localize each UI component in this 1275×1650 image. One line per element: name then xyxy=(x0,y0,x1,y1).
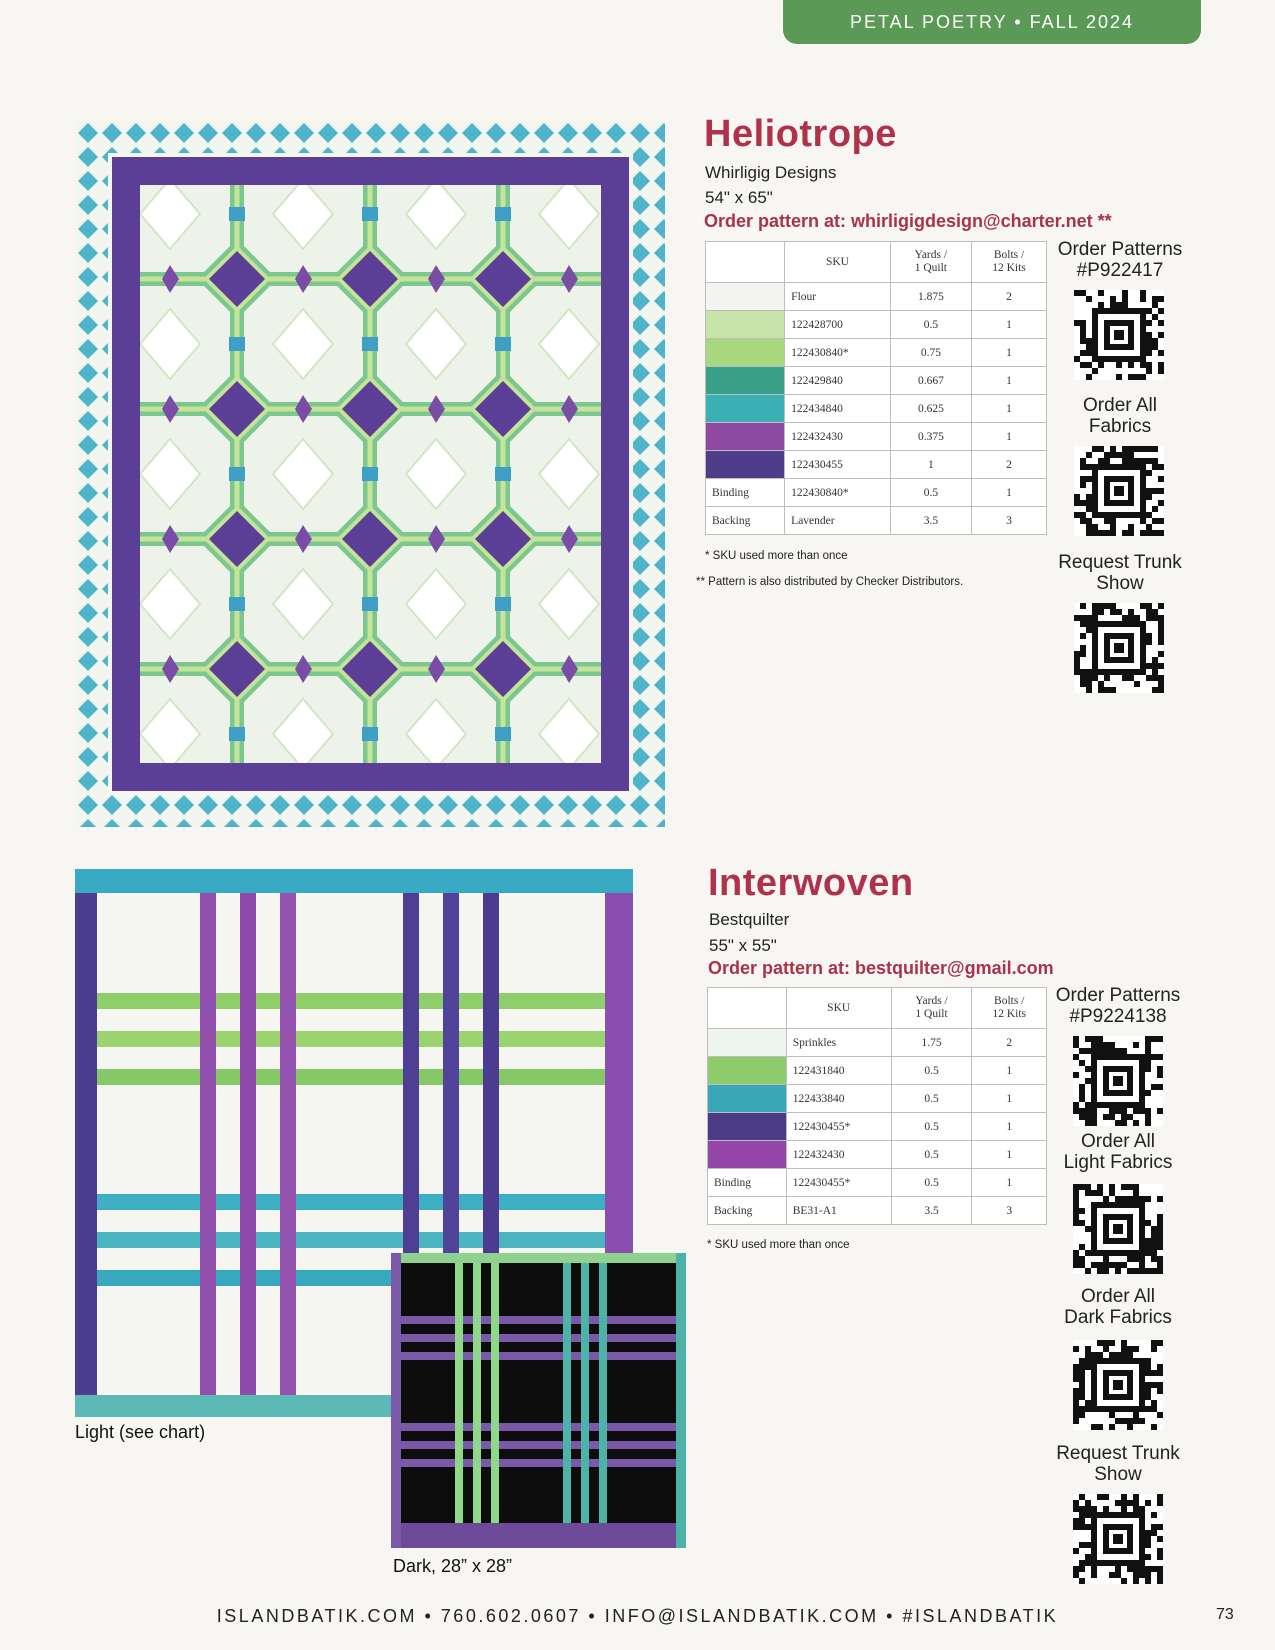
sku-cell: Flour xyxy=(785,283,891,311)
interwoven-qr-order-patterns-label xyxy=(1048,985,1188,1027)
bolts-header-line1: Bolts / xyxy=(993,249,1025,261)
yards-header xyxy=(890,242,971,283)
bolts-cell: 1 xyxy=(972,1113,1047,1141)
yards-cell: 0.375 xyxy=(890,423,971,451)
qr-label-line2: Show xyxy=(1094,1464,1142,1485)
yards-cell: 0.5 xyxy=(890,311,971,339)
sku-cell: 122430455 xyxy=(785,451,891,479)
interwoven-footnote-sku: * SKU used more than once xyxy=(707,1239,850,1251)
table-row xyxy=(706,367,1047,395)
sku-cell: 122430840* xyxy=(785,339,891,367)
bolts-cell: 1 xyxy=(972,479,1047,507)
row-label: Binding xyxy=(706,479,785,507)
sku-cell: 122434840 xyxy=(785,395,891,423)
interwoven-light-caption: Light (see chart) xyxy=(75,1422,206,1442)
yards-cell: 1 xyxy=(890,451,971,479)
qr-label-line2: Fabrics xyxy=(1088,416,1152,437)
heliotrope-designer: Whirligig Designs xyxy=(705,163,837,182)
bolts-cell: 1 xyxy=(972,1141,1047,1169)
table-row xyxy=(706,451,1047,479)
yards-cell: 0.5 xyxy=(891,1141,972,1169)
table-header-row xyxy=(708,988,1047,1029)
heliotrope-qr-order-fabrics-label xyxy=(1050,395,1190,437)
table-row xyxy=(708,1029,1047,1057)
yards-header-line1: Yards / xyxy=(914,249,948,261)
sku-cell: 122430455* xyxy=(786,1113,891,1141)
fabric-swatch xyxy=(706,423,785,451)
heliotrope-size: 54" x 65" xyxy=(705,188,773,207)
table-row xyxy=(708,1169,1047,1197)
interwoven-qr-dark-fabrics-label xyxy=(1048,1286,1188,1328)
bolts-cell: 1 xyxy=(972,339,1047,367)
qr-label-line2: Show xyxy=(1096,573,1144,594)
yards-cell: 0.625 xyxy=(890,395,971,423)
yards-cell: 0.5 xyxy=(891,1057,972,1085)
fabric-swatch xyxy=(708,1113,787,1141)
fabric-swatch xyxy=(706,367,785,395)
yards-header-line2: 1 Quilt xyxy=(915,1008,948,1020)
interwoven-qr-light-fabrics-label xyxy=(1048,1131,1188,1173)
swatch-header xyxy=(706,242,785,283)
qr-label-line2: #P9224138 xyxy=(1069,1006,1167,1027)
interwoven-order-link[interactable]: Order pattern at: bestquilter@gmail.com xyxy=(708,958,1054,978)
row-label: Backing xyxy=(708,1197,787,1225)
bolts-header-line2: 12 Kits xyxy=(992,1008,1026,1020)
yards-cell: 0.5 xyxy=(891,1169,972,1197)
table-row xyxy=(706,479,1047,507)
yards-cell: 3.5 xyxy=(891,1197,972,1225)
qr-label-line2: Dark Fabrics xyxy=(1064,1307,1172,1328)
sku-cell: 122431840 xyxy=(786,1057,891,1085)
interwoven-designer: Bestquilter xyxy=(709,910,790,929)
fabric-swatch xyxy=(708,1141,787,1169)
row-label: Binding xyxy=(708,1169,787,1197)
yards-cell: 0.667 xyxy=(890,367,971,395)
table-row xyxy=(706,507,1047,535)
sku-cell: 122433840 xyxy=(786,1085,891,1113)
yards-header-line2: 1 Quilt xyxy=(914,262,947,274)
sku-cell: 122429840 xyxy=(785,367,891,395)
sku-cell: BE31-A1 xyxy=(786,1197,891,1225)
heliotrope-qr-trunk-show-label xyxy=(1050,552,1190,594)
fabric-swatch xyxy=(706,283,785,311)
heliotrope-footnote-sku: * SKU used more than once xyxy=(705,550,848,562)
table-row xyxy=(706,339,1047,367)
sku-cell: 122432430 xyxy=(786,1141,891,1169)
yards-cell: 0.5 xyxy=(891,1085,972,1113)
interwoven-qr-trunk-show-label xyxy=(1048,1443,1188,1485)
heliotrope-fabric-table xyxy=(705,241,1047,535)
bolts-cell: 3 xyxy=(972,1197,1047,1225)
heliotrope-order-link[interactable]: Order pattern at: whirligigdesign@charter.net ** xyxy=(704,211,1112,231)
interwoven-qr-dark-fabrics-icon[interactable] xyxy=(1073,1340,1163,1430)
bolts-cell: 1 xyxy=(972,311,1047,339)
table-row xyxy=(708,1113,1047,1141)
table-row xyxy=(708,1141,1047,1169)
yards-cell: 0.5 xyxy=(890,479,971,507)
bolts-cell: 3 xyxy=(972,507,1047,535)
heliotrope-title: Heliotrope xyxy=(704,113,897,155)
table-row xyxy=(708,1085,1047,1113)
sku-cell: Sprinkles xyxy=(786,1029,891,1057)
interwoven-fabric-table xyxy=(707,987,1047,1225)
interwoven-qr-order-patterns-icon[interactable] xyxy=(1073,1036,1163,1126)
heliotrope-qr-order-fabrics-icon[interactable] xyxy=(1074,446,1164,536)
fabric-swatch xyxy=(708,1029,787,1057)
sku-cell: 122432430 xyxy=(785,423,891,451)
sku-cell: 122430455* xyxy=(786,1169,891,1197)
yards-header-line1: Yards / xyxy=(915,995,948,1007)
qr-label-line1: Order All xyxy=(1083,395,1157,416)
swatch-header xyxy=(708,988,787,1029)
bolts-cell: 2 xyxy=(972,283,1047,311)
qr-label-line1: Order All xyxy=(1081,1131,1155,1152)
sku-header: SKU xyxy=(785,242,891,283)
bolts-cell: 1 xyxy=(972,1169,1047,1197)
table-row xyxy=(708,1197,1047,1225)
interwoven-qr-light-fabrics-icon[interactable] xyxy=(1073,1184,1163,1274)
yards-cell: 0.5 xyxy=(891,1113,972,1141)
interwoven-dark-quilt-image xyxy=(391,1253,686,1548)
heliotrope-qr-trunk-show-icon[interactable] xyxy=(1074,603,1164,693)
interwoven-size: 55" x 55" xyxy=(709,936,777,955)
interwoven-dark-caption: Dark, 28” x 28” xyxy=(393,1556,513,1576)
bolts-cell: 1 xyxy=(972,1057,1047,1085)
bolts-cell: 1 xyxy=(972,395,1047,423)
yards-cell: 0.75 xyxy=(890,339,971,367)
qr-label-line1: Order Patterns xyxy=(1057,239,1183,260)
sku-cell: 122430840* xyxy=(785,479,891,507)
bolts-cell: 1 xyxy=(972,367,1047,395)
qr-label-line1: Order All xyxy=(1081,1286,1155,1307)
sku-header: SKU xyxy=(786,988,891,1029)
yards-cell: 3.5 xyxy=(890,507,971,535)
table-header-row xyxy=(706,242,1047,283)
qr-label-line2: #P922417 xyxy=(1076,260,1164,281)
heliotrope-qr-order-patterns-label xyxy=(1050,239,1190,281)
bolts-header xyxy=(972,242,1047,283)
table-row xyxy=(706,311,1047,339)
heliotrope-qr-order-patterns-icon[interactable] xyxy=(1074,290,1164,380)
bolts-header xyxy=(972,988,1047,1029)
heliotrope-footnote-distributor: ** Pattern is also distributed by Checker Distributors. xyxy=(696,576,964,588)
yards-header xyxy=(891,988,972,1029)
yards-cell: 1.875 xyxy=(890,283,971,311)
table-row xyxy=(706,423,1047,451)
qr-label-line1: Request Trunk xyxy=(1058,552,1182,573)
bolts-cell: 2 xyxy=(972,1029,1047,1057)
row-label: Backing xyxy=(706,507,785,535)
fabric-swatch xyxy=(708,1057,787,1085)
sku-cell: Lavender xyxy=(785,507,891,535)
fabric-swatch xyxy=(706,311,785,339)
bolts-cell: 2 xyxy=(972,451,1047,479)
interwoven-qr-trunk-show-icon[interactable] xyxy=(1073,1494,1163,1584)
table-row xyxy=(706,395,1047,423)
footer-contact: ISLANDBATIK.COM • 760.602.0607 • INFO@ISLANDBATIK.COM • #ISLANDBATIK xyxy=(216,1606,1059,1626)
bolts-header-line2: 12 Kits xyxy=(992,262,1026,274)
bolts-cell: 1 xyxy=(972,423,1047,451)
fabric-swatch xyxy=(708,1085,787,1113)
table-row xyxy=(706,283,1047,311)
bolts-header-line1: Bolts / xyxy=(994,995,1025,1007)
bolts-cell: 1 xyxy=(972,1085,1047,1113)
heliotrope-quilt-image xyxy=(76,121,665,827)
interwoven-title: Interwoven xyxy=(708,862,914,904)
fabric-swatch xyxy=(706,339,785,367)
page-number: 73 xyxy=(1216,1606,1234,1623)
yards-cell: 1.75 xyxy=(891,1029,972,1057)
qr-label-line1: Request Trunk xyxy=(1056,1443,1180,1464)
qr-label-line1: Order Patterns xyxy=(1055,985,1181,1006)
header-tab: PETAL POETRY • FALL 2024 xyxy=(783,0,1201,44)
qr-label-line2: Light Fabrics xyxy=(1063,1152,1173,1173)
fabric-swatch xyxy=(706,451,785,479)
fabric-swatch xyxy=(706,395,785,423)
sku-cell: 122428700 xyxy=(785,311,891,339)
table-row xyxy=(708,1057,1047,1085)
